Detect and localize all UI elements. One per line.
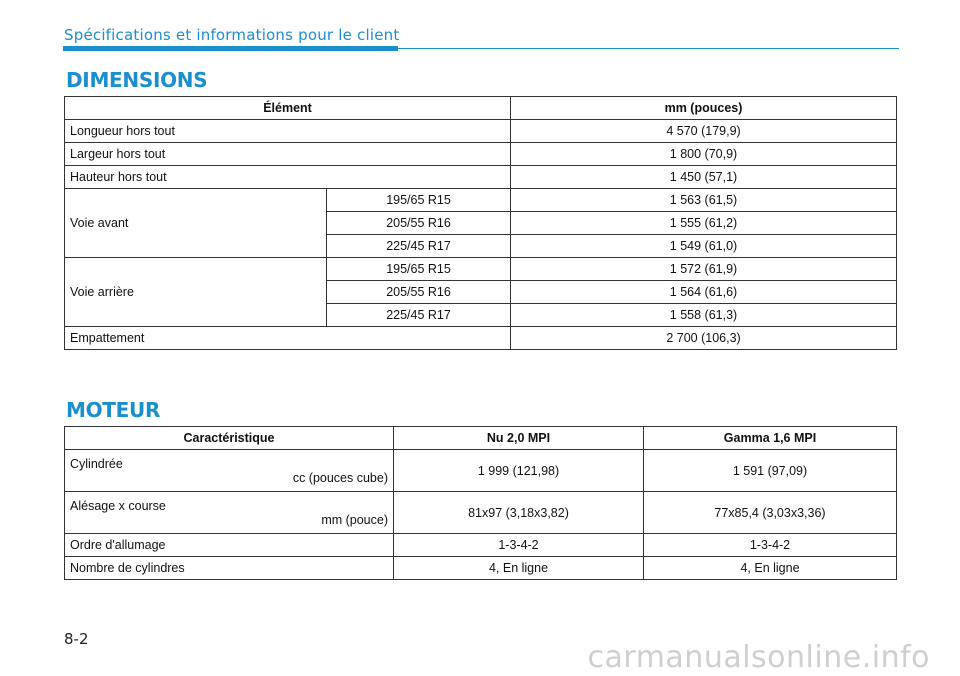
row-value: 1 572 (61,9) <box>511 258 897 281</box>
moteur-table <box>64 426 897 580</box>
table-row <box>65 143 897 166</box>
dimensions-title: DIMENSIONS <box>66 68 208 92</box>
row-value: 1 549 (61,0) <box>511 235 897 258</box>
row-value: 1 563 (61,5) <box>511 189 897 212</box>
row-label-cell <box>65 492 394 534</box>
row-value: 1 558 (61,3) <box>511 304 897 327</box>
table-header-row <box>65 427 897 450</box>
row-value: 1 800 (70,9) <box>511 143 897 166</box>
row-label: Empattement <box>65 327 511 350</box>
tire-size: 195/65 R15 <box>327 258 511 281</box>
row-value-gamma: 1 591 (97,09) <box>644 450 897 492</box>
row-value: 2 700 (106,3) <box>511 327 897 350</box>
row-value-gamma: 77x85,4 (3,03x3,36) <box>644 492 897 534</box>
row-value: 4 570 (179,9) <box>511 120 897 143</box>
header-accent-bar <box>63 46 398 51</box>
tire-size: 225/45 R17 <box>327 304 511 327</box>
page-number: 8-2 <box>64 630 89 648</box>
header-rule <box>398 48 899 49</box>
col-header-gamma: Gamma 1,6 MPI <box>644 427 897 450</box>
watermark: carmanualsonline.info <box>587 640 930 675</box>
row-value: 1 555 (61,2) <box>511 212 897 235</box>
row-label: Ordre d'allumage <box>65 534 394 557</box>
row-value-gamma: 1-3-4-2 <box>644 534 897 557</box>
row-unit: cc (pouces cube) <box>292 470 388 485</box>
row-label: Longueur hors tout <box>65 120 511 143</box>
row-value: 1 450 (57,1) <box>511 166 897 189</box>
table-row <box>65 327 897 350</box>
section-header-title: Spécifications et informations pour le client <box>64 26 400 44</box>
row-label: Nombre de cylindres <box>65 557 394 580</box>
table-row <box>65 450 897 492</box>
table-header-row <box>65 97 897 120</box>
row-value-nu: 1 999 (121,98) <box>394 450 644 492</box>
row-label: Hauteur hors tout <box>65 166 511 189</box>
tire-size: 225/45 R17 <box>327 235 511 258</box>
row-label: Voie avant <box>65 189 327 258</box>
tire-size: 195/65 R15 <box>327 189 511 212</box>
col-header-mm: mm (pouces) <box>511 97 897 120</box>
row-label: Voie arrière <box>65 258 327 327</box>
row-value-nu: 81x97 (3,18x3,82) <box>394 492 644 534</box>
row-value: 1 564 (61,6) <box>511 281 897 304</box>
row-label: Alésage x course <box>70 498 166 513</box>
row-label: Largeur hors tout <box>65 143 511 166</box>
row-label-cell <box>65 450 394 492</box>
row-value-nu: 4, En ligne <box>394 557 644 580</box>
table-row <box>65 166 897 189</box>
row-label: Cylindrée <box>70 456 123 471</box>
col-header-nu: Nu 2,0 MPI <box>394 427 644 450</box>
moteur-title: MOTEUR <box>66 398 161 422</box>
tire-size: 205/55 R16 <box>327 281 511 304</box>
table-row <box>65 258 897 281</box>
row-value-gamma: 4, En ligne <box>644 557 897 580</box>
table-row <box>65 492 897 534</box>
table-row <box>65 189 897 212</box>
row-unit: mm (pouce) <box>321 512 388 527</box>
dimensions-table <box>64 96 897 350</box>
table-row <box>65 120 897 143</box>
tire-size: 205/55 R16 <box>327 212 511 235</box>
table-row <box>65 557 897 580</box>
row-value-nu: 1-3-4-2 <box>394 534 644 557</box>
col-header-carac: Caractéristique <box>65 427 394 450</box>
table-row <box>65 534 897 557</box>
col-header-item: Élément <box>65 97 511 120</box>
